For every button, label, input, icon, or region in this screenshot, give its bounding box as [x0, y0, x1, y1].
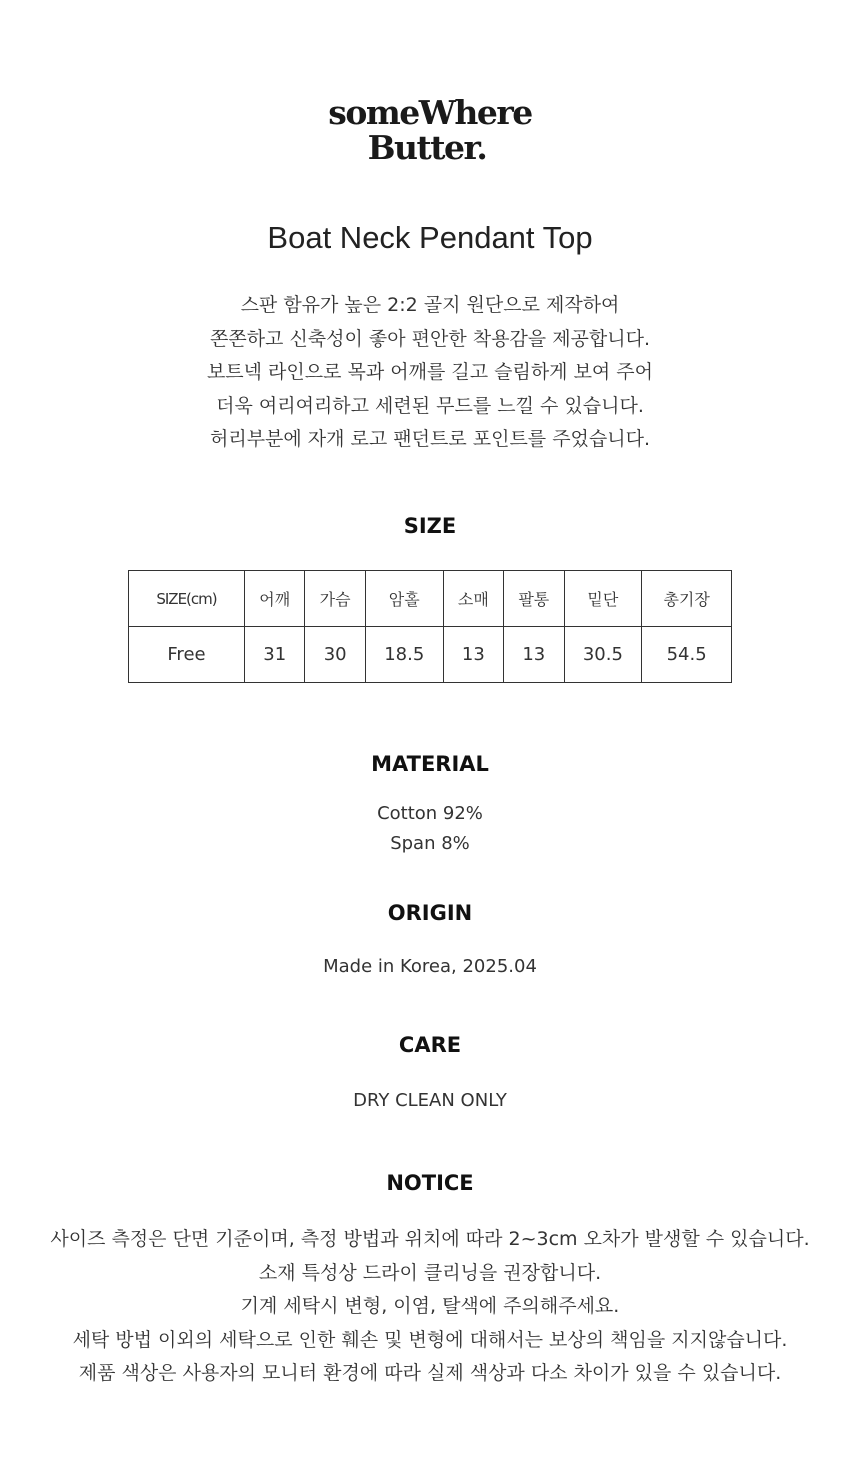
size-header-cell: 암홀 — [365, 571, 443, 627]
size-table — [128, 570, 732, 683]
size-cell: 31 — [244, 627, 304, 683]
product-description — [0, 289, 860, 457]
product-title: Boat Neck Pendant Top — [267, 220, 593, 255]
notice-line: 제품 색상은 사용자의 모니터 환경에 따라 실제 색상과 다소 차이가 있을 수 있습니다. — [78, 1362, 782, 1384]
size-cell: 13 — [504, 627, 564, 683]
size-header-cell: 밑단 — [564, 571, 642, 627]
notice-line: 사이즈 측정은 단면 기준이며, 측정 방법과 위치에 따라 2~3cm 오차가 발생할 수 있습니다. — [50, 1228, 810, 1250]
size-table-header-row — [129, 571, 732, 627]
care-heading: CARE — [398, 1033, 462, 1057]
description-line: 쫀쫀하고 신축성이 좋아 편안한 착용감을 제공합니다. — [209, 327, 651, 350]
size-header-cell: 팔통 — [504, 571, 564, 627]
material-line: Cotton 92% — [377, 803, 483, 824]
size-header-cell: 소매 — [443, 571, 503, 627]
description-line: 스판 함유가 높은 2:2 골지 원단으로 제작하여 — [240, 294, 620, 316]
size-cell: 30.5 — [564, 627, 642, 683]
table-row — [129, 627, 732, 683]
material-heading: MATERIAL — [371, 752, 489, 776]
notice-heading: NOTICE — [386, 1171, 474, 1195]
material-line: Span 8% — [390, 833, 470, 854]
size-heading: SIZE — [403, 514, 457, 538]
size-header-cell: 어깨 — [244, 571, 304, 627]
brand-logo-line2: Butter. — [367, 128, 487, 167]
description-line: 더욱 여리여리하고 세련된 무드를 느낄 수 있습니다. — [216, 394, 644, 417]
size-header-cell: SIZE(cm) — [129, 571, 245, 627]
origin-text: Made in Korea, 2025.04 — [323, 956, 537, 977]
size-header-cell: 총기장 — [642, 571, 732, 627]
size-cell: 18.5 — [365, 627, 443, 683]
brand-logo-line1: someWhere — [328, 93, 532, 132]
care-text: DRY CLEAN ONLY — [353, 1090, 507, 1111]
notice-line: 기계 세탁시 변형, 이염, 탈색에 주의해주세요. — [240, 1295, 620, 1317]
notice-line: 세탁 방법 이외의 세탁으로 인한 훼손 및 변형에 대해서는 보상의 책임을 지지않습니다. — [72, 1328, 788, 1351]
size-cell: 13 — [443, 627, 503, 683]
description-line: 보트넥 라인으로 목과 어깨를 길고 슬림하게 보여 주어 — [206, 361, 654, 383]
notice-list — [0, 1223, 860, 1391]
size-cell: 54.5 — [642, 627, 732, 683]
description-line: 허리부분에 자개 로고 팬던트로 포인트를 주었습니다. — [209, 428, 651, 450]
notice-line: 소재 특성상 드라이 클리닝을 권장합니다. — [258, 1261, 602, 1284]
origin-heading: ORIGIN — [387, 901, 473, 925]
size-header-cell: 가슴 — [305, 571, 365, 627]
size-cell: 30 — [305, 627, 365, 683]
brand-logo — [0, 93, 860, 167]
size-cell: Free — [129, 627, 245, 683]
